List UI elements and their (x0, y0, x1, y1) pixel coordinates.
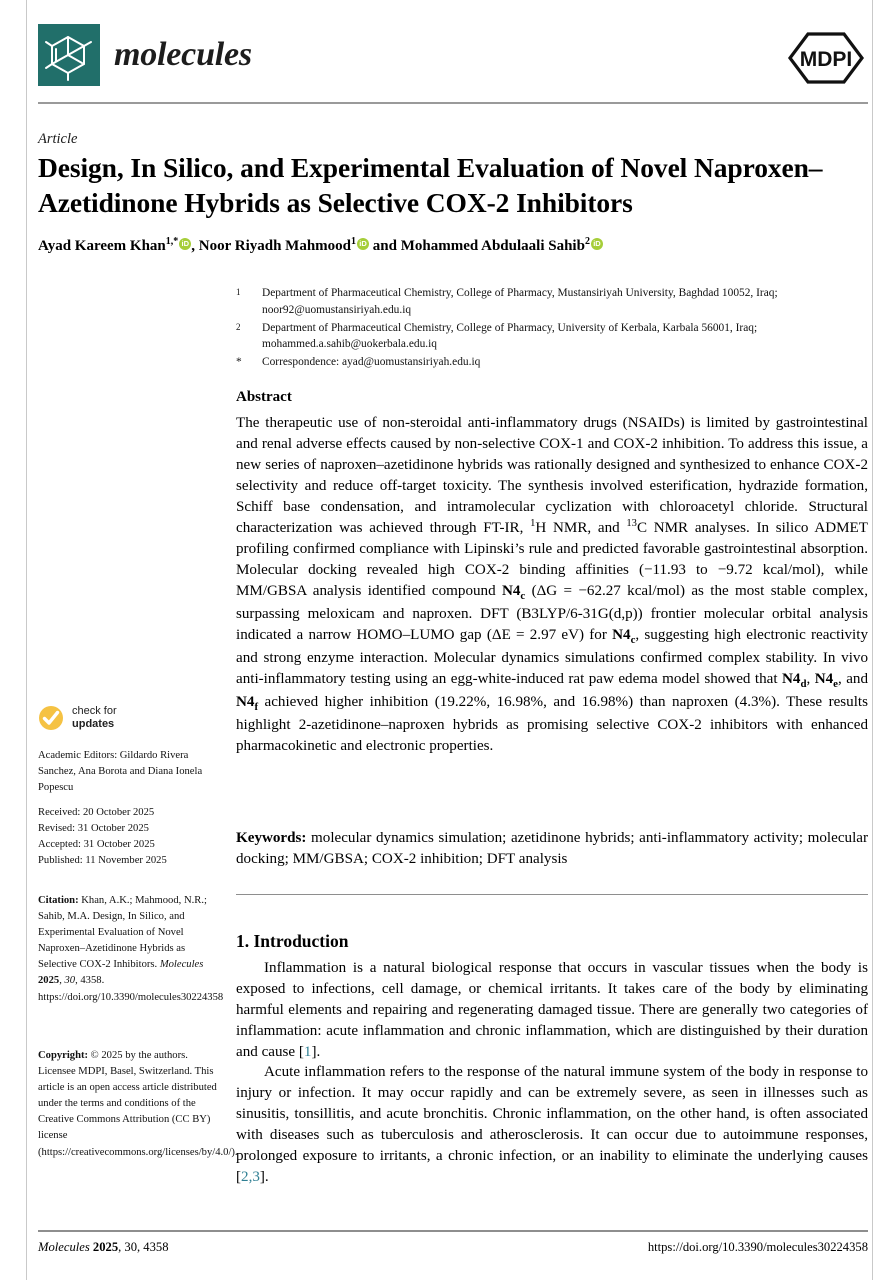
page-left-rule (26, 0, 27, 1280)
orcid-icon[interactable]: iD (179, 238, 191, 250)
abstract-part-nmr2: C NMR analyses. In silico ADMET profiling confirmed compliance with Lipinski’s rule and predicted favorable gastrointestinal absorption. Molecular docking revealed high COX-2 binding affinities (−11.93 to −9.72 kcal/mol), while MM/GBSA analysis identified compound (236, 520, 868, 600)
abstract-part-3: , suggesting high electronic reactivity and strong enzyme interaction. Molecular dynamics simulations confirmed complex stability. In vivo anti-inflammatory testing using an egg-white-induced rat paw edema model showed that (236, 627, 868, 688)
compound-sep-d: , (806, 671, 815, 688)
citation-block: Citation: Khan, A.K.; Mahmood, N.R.; Sahib, M.A. Design, In Silico, and Experimental Evaluation of Novel Naproxen–Azetidinone Hybrids as Selective COX-2 Inhibitors. Molecules 2025, 30, 4358. https://doi.org/10.3390/molecules30224358 (38, 895, 224, 1003)
intro-p2-tail: ]. (259, 1168, 269, 1185)
journal-name: molecules (114, 36, 252, 73)
journal-logo[interactable] (38, 24, 252, 86)
correspondence-text: Correspondence: ayad@uomustansiriyah.edu.iq (262, 356, 481, 369)
copyright-label: Copyright: (38, 1050, 89, 1061)
citation-year: 2025 (38, 975, 60, 987)
citation-label: Citation: (38, 895, 79, 906)
affiliation-text: Department of Pharmaceutical Chemistry, College of Pharmacy, Mustansiriyah University, Baghdad 10052, Iraq; noor92@uomustansiriyah.edu.iq (262, 287, 778, 316)
footer-divider (38, 1230, 868, 1232)
abstract-heading: Abstract (236, 389, 292, 405)
article-type-label: Article (38, 131, 78, 147)
copyright-block (38, 1048, 238, 1161)
correspondence-marker: * (236, 356, 242, 369)
molecules-logo-icon (38, 24, 100, 86)
check-circle-icon (38, 705, 64, 731)
intro-paragraph-2 (236, 1062, 868, 1187)
affiliation-marker: 2 (236, 321, 241, 332)
mdpi-logo-icon[interactable] (784, 30, 868, 86)
section-heading-introduction: 1. Introduction (236, 931, 349, 951)
author-affil-sup-1: 1,* (165, 236, 179, 247)
citation-journal: Molecules (159, 959, 204, 971)
compound-n4e-sub: e (833, 678, 838, 691)
keywords-text: molecular dynamics simulation; azetidinone hybrids; anti-inflammatory activity; molecular docking; MM/GBSA; COX-2 inhibition; DFT analysis (236, 830, 868, 867)
date-received: Received: 20 October 2025 (38, 807, 155, 818)
author-separator-1: , (191, 238, 199, 254)
author-name-2: Noor Riyadh Mahmood (198, 238, 352, 254)
compound-n4c-sub: c (520, 590, 526, 603)
svg-text:MDPI: MDPI (799, 48, 853, 71)
keywords-block (236, 828, 868, 870)
date-accepted: Accepted: 31 October 2025 (38, 839, 155, 851)
author-separator-2: and (369, 238, 401, 254)
abstract-part-4: achieved higher inhibition (19.22%, 16.98%, and 16.98%) than naproxen (4.3%). These results highlight 2-azetidinone–naproxen hybrids as promising selective COX-2 inhibitors with enhanced pharmacokinetic and electronic properties. (236, 694, 868, 755)
compound-n4f-sub: f (254, 701, 259, 714)
date-revised: Revised: 31 October 2025 (38, 823, 149, 835)
orcid-icon[interactable]: iD (591, 238, 603, 250)
compound-n4d: N4 (781, 671, 801, 688)
affiliation-item (236, 320, 866, 354)
affiliation-text: Department of Pharmaceutical Chemistry, College of Pharmacy, University of Kerbala, Karbala 56001, Iraq; mohammed.a.sahib@uokerbala.edu.iq (262, 321, 758, 351)
copyright-text: © 2025 by the authors. Licensee MDPI, Basel, Switzerland. This article is an open access article distributed under the terms and conditions of the Creative Commons Attribution (CC BY) license (https://creativecommons.org/licenses/by/4.0/). (38, 1050, 238, 1158)
footer-doi[interactable]: https://doi.org/10.3390/molecules30224358 (647, 1240, 868, 1254)
compound-n4c-2-sub: c (630, 634, 636, 647)
compound-n4e: N4 (814, 671, 834, 688)
author-name-1: Ayad Kareem Khan (38, 238, 166, 254)
check-updates-line-2: updates (72, 718, 115, 730)
compound-n4c: N4 (501, 583, 521, 600)
abstract-part-1: The therapeutic use of non-steroidal anti-inflammatory drugs (NSAIDs) is limited by gastrointestinal and renal adverse effects caused by non-selective COX-1 and COX-2 inhibition. To address this issue, a new series of naproxen–azetidinone hybrids was rationally designed and synthesized to enhance COX-2 selectivity and reduce off-target toxicity. The synthesis involved esterification, hydrazide formation, Schiff base condensation, and intramolecular cyclization with chloroacetyl chloride. Structural characterization was achieved through FT-IR, (236, 415, 868, 537)
intro-p1-text: Inflammation is a natural biological response that occurs in vascular tissues when the body is exposed to infections, cell damage, or chemical irritants. It takes care of the body by eliminating harmful elements and repairing and regenerating damaged tissue. There are generally two categories of inflammation: acute inflammation and chronic inflammation, which are distinguished by their duration and cause [ (236, 960, 868, 1060)
abstract-text (236, 413, 868, 757)
citation-doi-link[interactable]: https://doi.org/10.3390/molecules30224358 (38, 991, 224, 1003)
orcid-icon[interactable]: iD (357, 238, 369, 250)
footer-year: 2025 (92, 1240, 119, 1254)
intro-p2-text: Acute inflammation refers to the response of the natural immune system of the body in response to injury or infection. It may occur rapidly and can be extremely severe, as seen in illnesses such as sinusitis, tonsillitis, and acute bronchitis. Chronic inflammation, on the other hand, is often associated with diseases such as tuberculosis and atherosclerosis. It can occur due to autoimmune responses, prolonged exposure to irritants, a chronic infection, or an inability to eliminate the underlying causes [ (236, 1064, 868, 1185)
author-affil-sup-2: 1 (351, 236, 357, 247)
footer-volume-pages: , 30, 4358 (118, 1240, 169, 1254)
abstract-part-nmr1: H NMR, and (535, 520, 627, 537)
page-header (38, 24, 868, 96)
affiliation-marker: 1 (236, 287, 241, 297)
section-divider (236, 894, 868, 895)
affiliation-item (236, 285, 866, 319)
citation-ref-1[interactable]: 1 (303, 1043, 312, 1060)
compound-sep-e: , and (837, 671, 868, 688)
check-for-updates-text (72, 705, 117, 731)
affiliations-block (236, 285, 866, 372)
author-affil-sup-3: 2 (584, 236, 590, 247)
compound-n4f: N4 (236, 694, 255, 711)
compound-n4c-2: N4 (612, 627, 631, 644)
citation-pages: , 4358. (75, 975, 105, 987)
intro-p1-tail: ]. (311, 1043, 321, 1060)
author-list (38, 235, 858, 257)
academic-editors: Academic Editors: Gildardo Rivera Sanchez, Ana Borota and Diana Ionela Popescu (38, 750, 203, 794)
keywords-label: Keywords: (236, 830, 307, 846)
check-for-updates-badge[interactable] (38, 705, 117, 731)
page-title: Design, In Silico, and Experimental Evaluation of Novel Naproxen–Azetidinone Hybrids as Selective COX-2 Inhibitors (38, 152, 823, 219)
footer-journal: Molecules (38, 1240, 90, 1254)
nmr-carbon-sup: 13 (626, 518, 637, 530)
date-published: Published: 11 November 2025 (38, 855, 167, 867)
compound-n4d-sub: d (800, 678, 807, 691)
citation-ref-2-3[interactable]: 2,3 (241, 1168, 260, 1185)
abstract-part-2: (ΔG = −62.27 kcal/mol) as the most stable complex, surpassing meloxicam and naproxen. DFT (B3LYP/6-31G(d,p)) frontier molecular orbital analysis indicated a narrow HOMO–LUMO gap (ΔE = 2.97 eV) for (236, 583, 868, 644)
nmr-proton-sup: 1 (530, 518, 536, 530)
citation-volume: 30 (64, 975, 76, 987)
intro-paragraph-1 (236, 958, 868, 1062)
page-right-rule (872, 0, 873, 1280)
publication-dates (38, 805, 220, 869)
footer-citation (38, 1240, 168, 1255)
author-name-3: Mohammed Abdulaali Sahib (400, 238, 585, 254)
introduction-body (236, 958, 868, 1188)
correspondence-item (236, 354, 866, 371)
check-updates-line-1: check for (72, 705, 117, 718)
header-divider (38, 102, 868, 104)
citation-text: Khan, A.K.; Mahmood, N.R.; Sahib, M.A. Design, In Silico, and Experimental Evaluation of Novel Naproxen–Azetidinone Hybrids as Selective COX-2 Inhibitors. (38, 895, 207, 971)
